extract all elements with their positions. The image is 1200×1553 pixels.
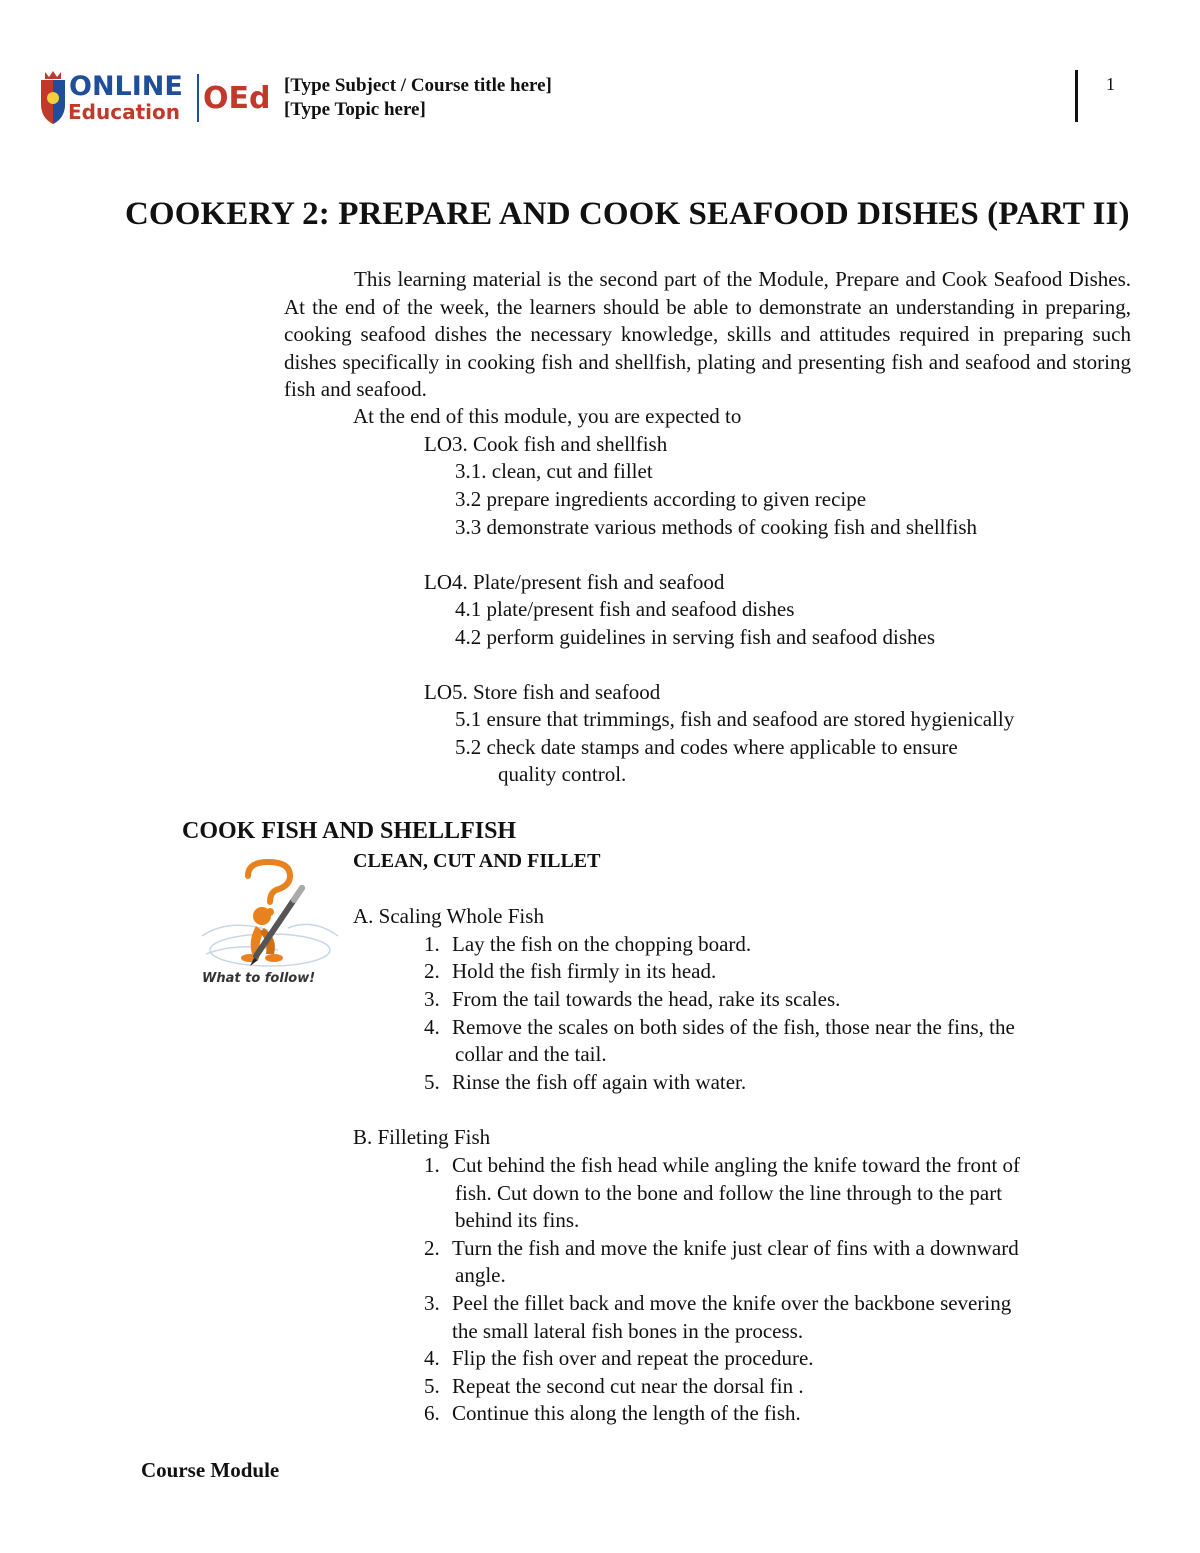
step-number: 2. (424, 1236, 440, 1260)
step-number: 3. (424, 1291, 440, 1315)
online-education-logo (38, 68, 270, 126)
scaling-step-continued: collar and the tail. (455, 1042, 607, 1066)
expectation-line: At the end of this module, you are expected to (353, 404, 742, 428)
filleting-step-continued: fish. Cut down to the bone and follow the line through to the part (455, 1181, 1003, 1205)
logo-oed-text: OEd (203, 81, 270, 116)
filleting-step-continued: angle. (455, 1263, 506, 1287)
step-number: 1. (424, 1153, 440, 1177)
filleting-step: Cut behind the fish head while angling the knife toward the front of (452, 1153, 1021, 1177)
question-mark-icon (248, 862, 290, 902)
objective-lo4: LO4. Plate/present fish and seafood (424, 570, 725, 594)
person-figure-icon (253, 907, 271, 925)
what-to-follow-illustration (198, 858, 342, 988)
topic-placeholder: [Type Topic here] (284, 99, 426, 120)
step-number: 6. (424, 1401, 440, 1425)
objective-lo5: LO5. Store fish and seafood (424, 680, 661, 704)
page-title: COOKERY 2: PREPARE AND COOK SEAFOOD DISHES (PART II) (125, 196, 1130, 232)
scaling-step: Remove the scales on both sides of the fish, those near the fins, the (452, 1015, 1015, 1039)
objective-item: 4.1 plate/present fish and seafood dishes (455, 597, 795, 621)
intro-paragraph: This learning material is the second part of the Module, Prepare and Cook Seafood Dishes. At the end of the week, the learners should be able to demonstrate an understanding in preparing, cooking seafood dishes the necessary knowledge, skills and attitudes required in preparing such dishes specifically in cooking fish and shellfish, plating and presenting fish and seafood and storing fish and seafood. (284, 267, 1131, 401)
step-number: 5. (424, 1070, 440, 1094)
step-number: 5. (424, 1374, 440, 1398)
objective-item: 3.2 prepare ingredients according to given recipe (455, 487, 867, 511)
page-number: 1 (1106, 74, 1115, 94)
section-heading: COOK FISH AND SHELLFISH (182, 818, 517, 844)
logo-education-text: Education (68, 100, 180, 124)
objective-item: 5.1 ensure that trimmings, fish and seafood are stored hygienically (455, 707, 1015, 731)
objective-item: 3.3 demonstrate various methods of cooking fish and shellfish (455, 515, 977, 539)
scaling-step: Lay the fish on the chopping board. (452, 932, 752, 956)
logo-online-text: ONLINE (69, 71, 183, 102)
filleting-heading: B. Filleting Fish (353, 1125, 491, 1149)
filleting-step: Turn the fish and move the knife just clear of fins with a downward (452, 1236, 1019, 1260)
step-number: 1. (424, 932, 440, 956)
crest-icon (41, 71, 65, 124)
course-title-placeholder: [Type Subject / Course title here] (284, 75, 552, 96)
objective-lo3: LO3. Cook fish and shellfish (424, 432, 668, 456)
scaling-step: From the tail towards the head, rake its scales. (452, 987, 841, 1011)
scaling-heading: A. Scaling Whole Fish (353, 904, 544, 928)
step-number: 3. (424, 987, 440, 1011)
filleting-step-continued: behind its fins. (455, 1208, 580, 1232)
filleting-step: Peel the fillet back and move the knife over the backbone severing (452, 1291, 1012, 1315)
section-subheading: CLEAN, CUT AND FILLET (353, 850, 601, 872)
filleting-step: Repeat the second cut near the dorsal fin . (452, 1374, 804, 1398)
filleting-step-continued: the small lateral fish bones in the process. (452, 1319, 804, 1343)
objective-item: 5.2 check date stamps and codes where applicable to ensure (455, 735, 958, 759)
step-number: 4. (424, 1346, 440, 1370)
filleting-step: Continue this along the length of the fish. (452, 1401, 801, 1425)
scaling-step: Hold the fish firmly in its head. (452, 959, 717, 983)
objective-item: 3.1. clean, cut and fillet (455, 459, 653, 483)
header-divider (1075, 70, 1078, 122)
step-number: 2. (424, 959, 440, 983)
objective-item: 4.2 perform guidelines in serving fish and seafood dishes (455, 625, 935, 649)
scaling-step: Rinse the fish off again with water. (452, 1070, 747, 1094)
objective-item-continued: quality control. (498, 762, 627, 786)
filleting-step: Flip the fish over and repeat the procedure. (452, 1346, 814, 1370)
footer-label: Course Module (141, 1458, 280, 1482)
step-number: 4. (424, 1015, 440, 1039)
illustration-caption: What to follow! (202, 971, 316, 986)
